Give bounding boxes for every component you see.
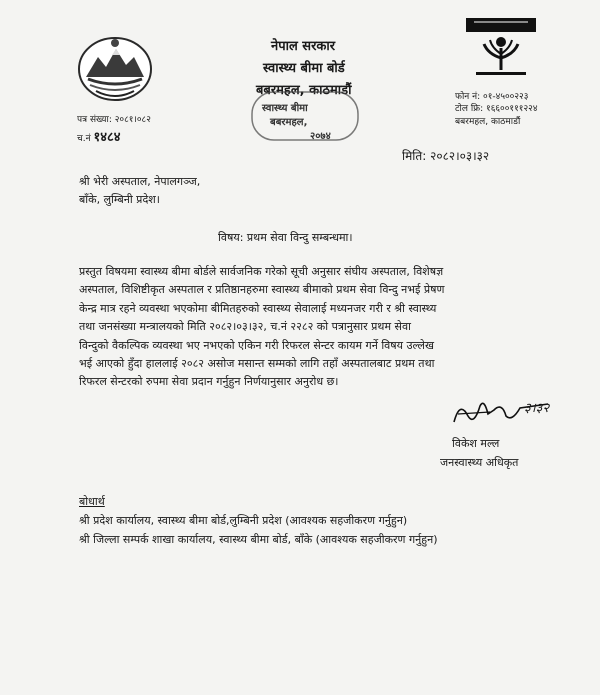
cc-item: श्री जिल्ला सम्पर्क शाखा कार्यालय, स्वास्थ्य बीमा बोर्ड, बाँके (आवश्यक सहजीकरण गर्नुहुन)	[79, 533, 438, 546]
signatory-name: विकेश मल्ल	[452, 437, 500, 450]
cc-heading: बोधार्थ	[79, 495, 105, 508]
body-line: विन्दुको वैकल्पिक व्यवस्था भए नभएको एकिन गरी रिफरल सेन्टर कायम गर्ने विषय उल्लेख	[79, 338, 434, 352]
phone-number: फोन नं: ०१-४५००२२३	[455, 92, 529, 102]
signatory-designation: जनस्वास्थ्य अधिकृत	[440, 456, 519, 469]
body-line: भई आएको हुँदा हाललाई २०८२ असोज मसान्त सम्मको लागि तहाँ अस्पतालबाट प्रथम तथा	[79, 357, 435, 371]
stamp-text-3: २०७४	[310, 131, 331, 142]
stamp-text-2: बबरमहल,	[270, 117, 308, 128]
body-line: केन्द्र मात्र रहने व्यवस्था भएकोमा बीमितहरुको स्वास्थ्य सेवालाई मध्यनजर गरी र श्री स्वास्थ्य	[79, 301, 437, 315]
body-line: प्रस्तुत विषयमा स्वास्थ्य बीमा बोर्डले सार्वजनिक गरेको सूची अनुसार संघीय अस्पताल, विशेषज्ञ	[79, 265, 444, 278]
body-line: रिफरल सेन्टरको रुपमा सेवा प्रदान गर्नुहुन निर्णयानुसार अनुरोध छ।	[79, 375, 339, 389]
recipient-line2: बाँके, लुम्बिनी प्रदेश।	[79, 193, 160, 206]
letter-subject: विषय: प्रथम सेवा विन्दु सम्बन्धमा।	[218, 231, 353, 244]
health-insurance-board-logo	[466, 18, 536, 76]
nepal-emblem-logo	[76, 35, 154, 103]
toll-free-number: टोल फ्रि: १६६००१११२२४	[455, 104, 538, 114]
org-name-line3: बबरमहल, काठमाडौं	[256, 83, 352, 98]
recipient-line1: श्री भेरी अस्पताल, नेपालगञ्ज,	[79, 175, 201, 188]
ref-number: पत्र संख्या: २०८१।०८२	[77, 115, 151, 125]
office-address: बबरमहल, काठमाडौं	[455, 117, 521, 127]
letter-date: मिति: २०८२।०३।३२	[402, 149, 490, 163]
org-name-line2: स्वास्थ्य बीमा बोर्ड	[263, 61, 345, 76]
body-line: तथा जनसंख्या मन्त्रालयको मिति २०८२।०३।३२, च.नं २२८२ को पत्रानुसार प्रथम सेवा	[79, 320, 411, 334]
body-line: अस्पताल, विशिष्टीकृत अस्पताल र प्रतिष्ठानहरुमा स्वास्थ्य बीमाको प्रथम सेवा विन्दु नभई प्रेषण	[79, 283, 445, 297]
signature-date: ३।३२	[524, 401, 550, 416]
letter-body	[79, 263, 529, 392]
cc-item: श्री प्रदेश कार्यालय, स्वास्थ्य बीमा बोर्ड,लुम्बिनी प्रदेश (आवश्यक सहजीकरण गर्नुहुन)	[79, 514, 408, 527]
dispatch-number: च.नं १४८४	[77, 130, 121, 145]
stamp-text-1: स्वास्थ्य बीमा	[262, 103, 308, 114]
org-name-line1: नेपाल सरकार	[271, 39, 336, 54]
